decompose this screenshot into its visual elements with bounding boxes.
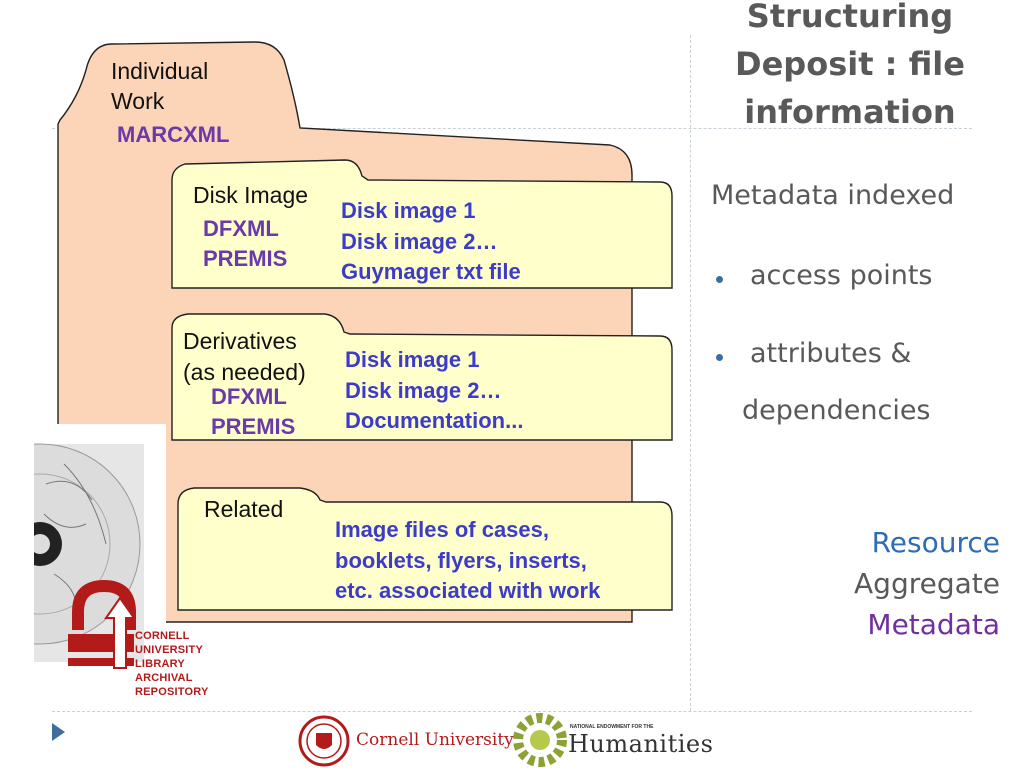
disk-photo-card [34, 424, 209, 700]
neh-humanities-label: Humanities [568, 730, 714, 758]
individual-work-label [111, 56, 208, 116]
guide-line-vertical [690, 35, 691, 711]
file-item: Disk image 2… [345, 377, 502, 403]
derivatives-line1: Derivatives [183, 328, 297, 354]
individual-work-line1: Individual [111, 58, 209, 84]
logo-line: LIBRARY [135, 658, 185, 670]
file-item: Disk image 1 [341, 198, 476, 223]
file-item: Disk image 2… [341, 228, 498, 254]
bullet-attributes: attributes & [750, 338, 912, 369]
ram-line-resource: Resource [871, 526, 1000, 559]
logo-line: UNIVERSITY [135, 644, 204, 656]
folder-related-files [335, 515, 600, 607]
ram-line-aggregate: Aggregate [854, 567, 1000, 600]
bullet-icon [716, 276, 723, 283]
folder-derivatives-metadata [211, 382, 295, 442]
file-item: Disk image 1 [345, 347, 480, 372]
page-title: Structuring Deposit : file information [735, 0, 965, 131]
cornell-university-label: Cornell University [356, 730, 514, 750]
logo-line: CORNELL [135, 630, 190, 642]
folder-derivatives-files [345, 345, 523, 437]
ram-line-metadata: Metadata [867, 608, 1000, 641]
neh-seal-icon [512, 712, 568, 768]
metadata-dfxml: DFXML [211, 384, 287, 409]
archival-repository-text [135, 629, 209, 699]
file-item: booklets, flyers, inserts, [335, 547, 587, 573]
arrow-right-icon[interactable] [52, 723, 65, 741]
bullet-icon [716, 354, 723, 361]
folder-disk-image-files [341, 196, 521, 288]
metadata-premis: PREMIS [211, 414, 296, 439]
folder-disk-image-metadata [203, 214, 287, 274]
bullet-access-points: access points [750, 260, 933, 291]
metadata-dfxml: DFXML [203, 216, 279, 241]
logo-line: REPOSITORY [135, 686, 209, 698]
folder-related-tab: Related [204, 496, 284, 522]
cornell-seal-icon [298, 715, 350, 767]
individual-work-line2: Work [111, 88, 165, 114]
bullet-attributes-continuation: dependencies [742, 395, 931, 426]
folder-disk-image-tab: Disk Image [193, 182, 309, 208]
file-item: Image files of cases, [335, 517, 549, 542]
metadata-indexed-heading: Metadata indexed [711, 180, 955, 211]
derivatives-line2: (as needed) [183, 359, 306, 385]
metadata-premis: PREMIS [203, 246, 288, 271]
file-item: etc. associated with work [335, 578, 601, 603]
resource-aggregate-metadata [854, 522, 1000, 645]
marcxml-label: MARCXML [117, 122, 230, 147]
file-item: Documentation... [345, 408, 524, 433]
neh-small-label: NATIONAL ENDOWMENT FOR THE [570, 724, 654, 730]
file-item: Guymager txt file [341, 259, 521, 284]
folder-derivatives-tab [183, 326, 306, 388]
logo-line: ARCHIVAL [135, 672, 193, 684]
